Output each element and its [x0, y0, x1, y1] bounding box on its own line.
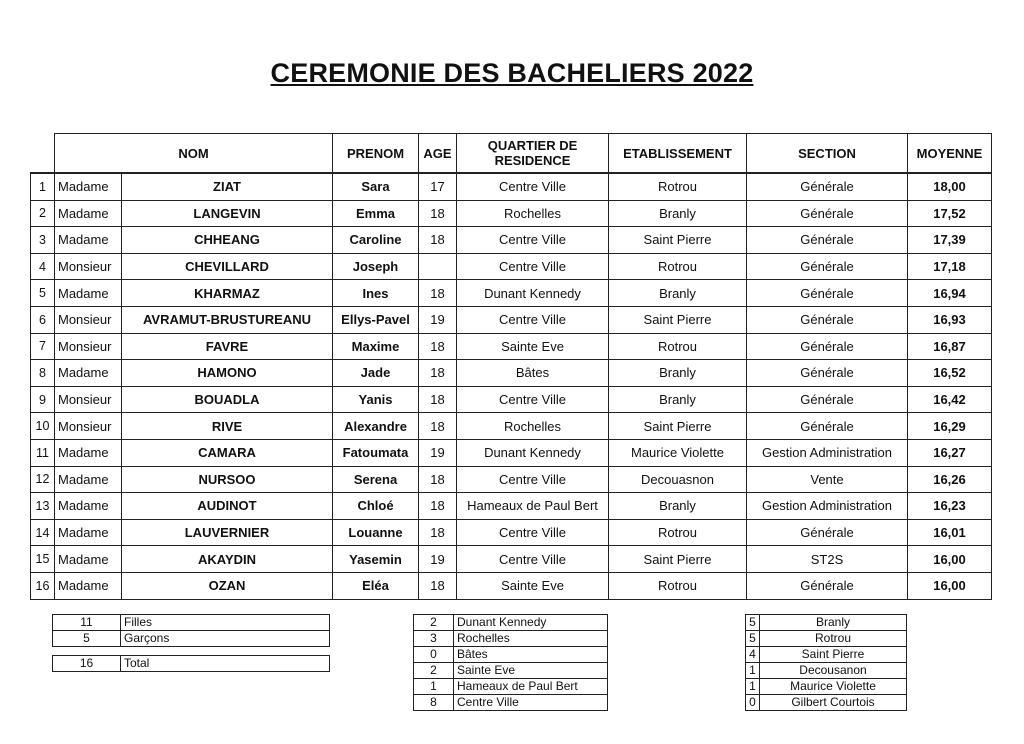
- etablissement-cell: Branly: [609, 360, 747, 387]
- list-item: [53, 631, 330, 647]
- nom-cell: AVRAMUT-BRUSTUREANU: [122, 306, 333, 333]
- prenom-cell: Joseph: [333, 253, 419, 280]
- row-number: 1: [31, 173, 55, 200]
- civilite-cell: Monsieur: [55, 306, 122, 333]
- section-cell: Générale: [747, 280, 908, 307]
- row-number: 15: [31, 546, 55, 573]
- quartier-count: 2: [414, 663, 454, 679]
- prenom-cell: Ines: [333, 280, 419, 307]
- quartier-label: Hameaux de Paul Bert: [454, 679, 608, 695]
- quartier-cell: Dunant Kennedy: [457, 439, 609, 466]
- table-row: [31, 360, 992, 387]
- moyenne-cell: 16,87: [908, 333, 992, 360]
- header-quartier: QUARTIER DE RESIDENCE: [457, 134, 609, 174]
- list-item: [414, 615, 608, 631]
- section-cell: Générale: [747, 386, 908, 413]
- table-row: [31, 173, 992, 200]
- table-row: [31, 280, 992, 307]
- row-number: 7: [31, 333, 55, 360]
- age-cell: 18: [419, 360, 457, 387]
- quartier-cell: Centre Ville: [457, 227, 609, 254]
- age-cell: 18: [419, 227, 457, 254]
- row-number: 6: [31, 306, 55, 333]
- nom-cell: CHHEANG: [122, 227, 333, 254]
- prenom-cell: Yanis: [333, 386, 419, 413]
- list-item: [746, 663, 907, 679]
- etablissement-cell: Saint Pierre: [609, 546, 747, 573]
- nom-cell: OZAN: [122, 572, 333, 599]
- row-number: 4: [31, 253, 55, 280]
- nom-cell: LAUVERNIER: [122, 519, 333, 546]
- row-number: 13: [31, 493, 55, 520]
- civilite-cell: Madame: [55, 360, 122, 387]
- etablissement-label: Saint Pierre: [760, 647, 907, 663]
- etablissement-cell: Branly: [609, 280, 747, 307]
- etablissement-cell: Branly: [609, 493, 747, 520]
- list-item: [746, 647, 907, 663]
- table-row: [31, 413, 992, 440]
- quartier-cell: Centre Ville: [457, 173, 609, 200]
- etablissement-count: 1: [746, 679, 760, 695]
- total-count: 16: [53, 656, 121, 672]
- moyenne-cell: 17,18: [908, 253, 992, 280]
- quartier-cell: Dunant Kennedy: [457, 280, 609, 307]
- etablissement-label: Branly: [760, 615, 907, 631]
- prenom-cell: Fatoumata: [333, 439, 419, 466]
- list-item: [414, 679, 608, 695]
- list-item: [53, 615, 330, 631]
- row-number: 11: [31, 439, 55, 466]
- section-cell: Gestion Administration: [747, 439, 908, 466]
- age-cell: 18: [419, 333, 457, 360]
- nom-cell: CHEVILLARD: [122, 253, 333, 280]
- table-row: [31, 386, 992, 413]
- header-age: AGE: [419, 134, 457, 174]
- list-item: [414, 695, 608, 711]
- quartier-cell: Rochelles: [457, 413, 609, 440]
- civilite-cell: Madame: [55, 227, 122, 254]
- nom-cell: BOUADLA: [122, 386, 333, 413]
- gender-label: Filles: [121, 615, 330, 631]
- list-item: [746, 695, 907, 711]
- prenom-cell: Emma: [333, 200, 419, 227]
- prenom-cell: Alexandre: [333, 413, 419, 440]
- list-item: [746, 631, 907, 647]
- etablissement-label: Decousanon: [760, 663, 907, 679]
- quartier-count: 8: [414, 695, 454, 711]
- gender-label: Garçons: [121, 631, 330, 647]
- table-row: [31, 493, 992, 520]
- prenom-cell: Yasemin: [333, 546, 419, 573]
- quartier-cell: Bâtes: [457, 360, 609, 387]
- nom-cell: FAVRE: [122, 333, 333, 360]
- etablissement-cell: Rotrou: [609, 253, 747, 280]
- nom-cell: KHARMAZ: [122, 280, 333, 307]
- list-item: [414, 663, 608, 679]
- moyenne-cell: 16,93: [908, 306, 992, 333]
- section-cell: Générale: [747, 227, 908, 254]
- section-cell: Gestion Administration: [747, 493, 908, 520]
- etablissement-label: Gilbert Courtois: [760, 695, 907, 711]
- row-number: 2: [31, 200, 55, 227]
- etablissement-cell: Rotrou: [609, 173, 747, 200]
- quartier-count: 3: [414, 631, 454, 647]
- civilite-cell: Madame: [55, 519, 122, 546]
- etablissement-count: 1: [746, 663, 760, 679]
- header-nom: NOM: [55, 134, 333, 174]
- etablissement-count: 5: [746, 615, 760, 631]
- moyenne-cell: 16,23: [908, 493, 992, 520]
- section-cell: Générale: [747, 306, 908, 333]
- quartier-count: 1: [414, 679, 454, 695]
- civilite-cell: Madame: [55, 173, 122, 200]
- section-cell: Générale: [747, 360, 908, 387]
- age-cell: [419, 253, 457, 280]
- nom-cell: AKAYDIN: [122, 546, 333, 573]
- quartier-label: Dunant Kennedy: [454, 615, 608, 631]
- civilite-cell: Monsieur: [55, 333, 122, 360]
- moyenne-cell: 17,52: [908, 200, 992, 227]
- civilite-cell: Madame: [55, 466, 122, 493]
- gender-count: 11: [53, 615, 121, 631]
- age-cell: 19: [419, 546, 457, 573]
- quartier-cell: Centre Ville: [457, 466, 609, 493]
- table-row: [31, 439, 992, 466]
- prenom-cell: Chloé: [333, 493, 419, 520]
- etablissement-cell: Saint Pierre: [609, 306, 747, 333]
- quartier-cell: Centre Ville: [457, 519, 609, 546]
- row-number: 9: [31, 386, 55, 413]
- quartier-label: Bâtes: [454, 647, 608, 663]
- etablissement-count: 4: [746, 647, 760, 663]
- row-number: 12: [31, 466, 55, 493]
- row-number: 8: [31, 360, 55, 387]
- age-cell: 18: [419, 519, 457, 546]
- row-number: 10: [31, 413, 55, 440]
- section-cell: Vente: [747, 466, 908, 493]
- etablissement-cell: Rotrou: [609, 572, 747, 599]
- bacheliers-table: [30, 133, 992, 600]
- row-number: 14: [31, 519, 55, 546]
- table-row: [31, 572, 992, 599]
- section-cell: Générale: [747, 413, 908, 440]
- list-item: [746, 615, 907, 631]
- quartier-cell: Centre Ville: [457, 306, 609, 333]
- quartier-label: Centre Ville: [454, 695, 608, 711]
- header-prenom: PRENOM: [333, 134, 419, 174]
- corner-cell: [31, 134, 55, 174]
- row-number: 3: [31, 227, 55, 254]
- age-cell: 18: [419, 200, 457, 227]
- civilite-cell: Madame: [55, 572, 122, 599]
- nom-cell: CAMARA: [122, 439, 333, 466]
- section-cell: Générale: [747, 253, 908, 280]
- header-section: SECTION: [747, 134, 908, 174]
- section-cell: Générale: [747, 519, 908, 546]
- etablissement-cell: Saint Pierre: [609, 227, 747, 254]
- header-etablissement: ETABLISSEMENT: [609, 134, 747, 174]
- etablissement-label: Maurice Violette: [760, 679, 907, 695]
- etablissement-label: Rotrou: [760, 631, 907, 647]
- quartier-label: Sainte Eve: [454, 663, 608, 679]
- gender-count: 5: [53, 631, 121, 647]
- nom-cell: LANGEVIN: [122, 200, 333, 227]
- table-row: [31, 200, 992, 227]
- table-row: [31, 546, 992, 573]
- moyenne-cell: 16,52: [908, 360, 992, 387]
- header-moyenne: MOYENNE: [908, 134, 992, 174]
- moyenne-cell: 17,39: [908, 227, 992, 254]
- section-cell: Générale: [747, 200, 908, 227]
- civilite-cell: Monsieur: [55, 253, 122, 280]
- age-cell: 17: [419, 173, 457, 200]
- age-cell: 18: [419, 466, 457, 493]
- quartier-cell: Rochelles: [457, 200, 609, 227]
- nom-cell: NURSOO: [122, 466, 333, 493]
- prenom-cell: Eléa: [333, 572, 419, 599]
- moyenne-cell: 16,29: [908, 413, 992, 440]
- etablissement-cell: Rotrou: [609, 333, 747, 360]
- etablissement-cell: Branly: [609, 386, 747, 413]
- quartier-cell: Sainte Eve: [457, 572, 609, 599]
- age-cell: 18: [419, 280, 457, 307]
- age-cell: 18: [419, 493, 457, 520]
- section-cell: Générale: [747, 173, 908, 200]
- etablissement-summary: [745, 614, 907, 711]
- moyenne-cell: 16,27: [908, 439, 992, 466]
- table-row: [31, 519, 992, 546]
- quartier-cell: Centre Ville: [457, 386, 609, 413]
- prenom-cell: Caroline: [333, 227, 419, 254]
- table-header-row: [31, 134, 992, 174]
- prenom-cell: Maxime: [333, 333, 419, 360]
- moyenne-cell: 16,01: [908, 519, 992, 546]
- quartier-count: 0: [414, 647, 454, 663]
- nom-cell: ZIAT: [122, 173, 333, 200]
- etablissement-count: 5: [746, 631, 760, 647]
- prenom-cell: Louanne: [333, 519, 419, 546]
- etablissement-count: 0: [746, 695, 760, 711]
- civilite-cell: Madame: [55, 280, 122, 307]
- gender-summary: [52, 614, 330, 672]
- age-cell: 19: [419, 306, 457, 333]
- quartier-cell: Sainte Eve: [457, 333, 609, 360]
- section-cell: Générale: [747, 572, 908, 599]
- age-cell: 18: [419, 413, 457, 440]
- row-number: 16: [31, 572, 55, 599]
- moyenne-cell: 16,42: [908, 386, 992, 413]
- civilite-cell: Madame: [55, 439, 122, 466]
- nom-cell: HAMONO: [122, 360, 333, 387]
- prenom-cell: Jade: [333, 360, 419, 387]
- quartier-cell: Centre Ville: [457, 546, 609, 573]
- table-row: [31, 227, 992, 254]
- moyenne-cell: 16,00: [908, 572, 992, 599]
- quartier-label: Rochelles: [454, 631, 608, 647]
- list-item: [414, 631, 608, 647]
- list-item: [414, 647, 608, 663]
- prenom-cell: Sara: [333, 173, 419, 200]
- page-title: CEREMONIE DES BACHELIERS 2022: [270, 58, 754, 88]
- etablissement-cell: Rotrou: [609, 519, 747, 546]
- prenom-cell: Serena: [333, 466, 419, 493]
- age-cell: 18: [419, 386, 457, 413]
- civilite-cell: Madame: [55, 546, 122, 573]
- table-row: [31, 333, 992, 360]
- moyenne-cell: 16,26: [908, 466, 992, 493]
- age-cell: 18: [419, 572, 457, 599]
- row-number: 5: [31, 280, 55, 307]
- quartier-count: 2: [414, 615, 454, 631]
- nom-cell: AUDINOT: [122, 493, 333, 520]
- civilite-cell: Monsieur: [55, 413, 122, 440]
- moyenne-cell: 18,00: [908, 173, 992, 200]
- section-cell: Générale: [747, 333, 908, 360]
- age-cell: 19: [419, 439, 457, 466]
- civilite-cell: Madame: [55, 200, 122, 227]
- table-row: [31, 466, 992, 493]
- nom-cell: RIVE: [122, 413, 333, 440]
- quartier-cell: Hameaux de Paul Bert: [457, 493, 609, 520]
- table-row: [31, 306, 992, 333]
- prenom-cell: Ellys-Pavel: [333, 306, 419, 333]
- civilite-cell: Madame: [55, 493, 122, 520]
- total-label: Total: [121, 656, 330, 672]
- civilite-cell: Monsieur: [55, 386, 122, 413]
- section-cell: ST2S: [747, 546, 908, 573]
- quartier-cell: Centre Ville: [457, 253, 609, 280]
- etablissement-cell: Saint Pierre: [609, 413, 747, 440]
- total-row: [53, 656, 330, 672]
- list-item: [746, 679, 907, 695]
- quartier-summary: [413, 614, 608, 711]
- moyenne-cell: 16,00: [908, 546, 992, 573]
- etablissement-cell: Decouasnon: [609, 466, 747, 493]
- etablissement-cell: Branly: [609, 200, 747, 227]
- moyenne-cell: 16,94: [908, 280, 992, 307]
- etablissement-cell: Maurice Violette: [609, 439, 747, 466]
- table-row: [31, 253, 992, 280]
